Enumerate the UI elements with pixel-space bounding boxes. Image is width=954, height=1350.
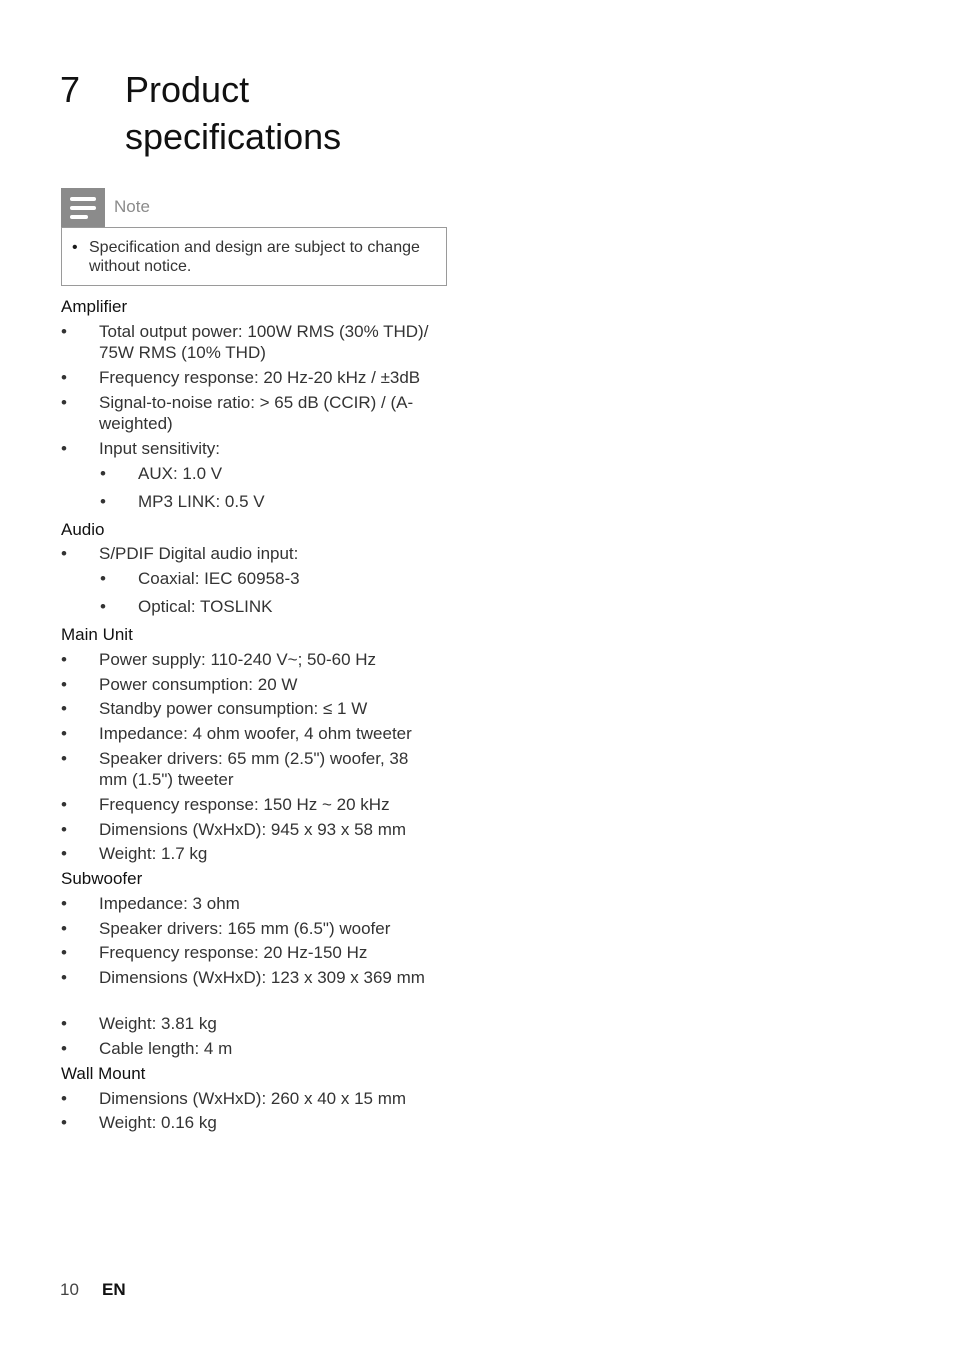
section-heading-amplifier: Amplifier — [61, 297, 128, 316]
section-heading-wall-mount: Wall Mount — [61, 1064, 146, 1083]
section-heading-main-unit: Main Unit — [61, 625, 133, 644]
note-bullet: • — [72, 239, 78, 256]
note-icon — [61, 188, 105, 228]
section-heading-subwoofer: Subwoofer — [61, 869, 143, 888]
section-heading-audio: Audio — [61, 520, 105, 539]
note-label: Note — [114, 197, 150, 216]
note-text: Specification and design are subject to change without notice. — [89, 239, 420, 275]
note-box — [61, 227, 447, 286]
language-code: EN — [102, 1280, 126, 1299]
page-number: 10 — [60, 1280, 79, 1299]
note-header — [61, 188, 447, 228]
chapter-title: Product specifications — [125, 69, 342, 157]
chapter-number: 7 — [60, 69, 81, 110]
page-footer — [60, 1279, 126, 1300]
